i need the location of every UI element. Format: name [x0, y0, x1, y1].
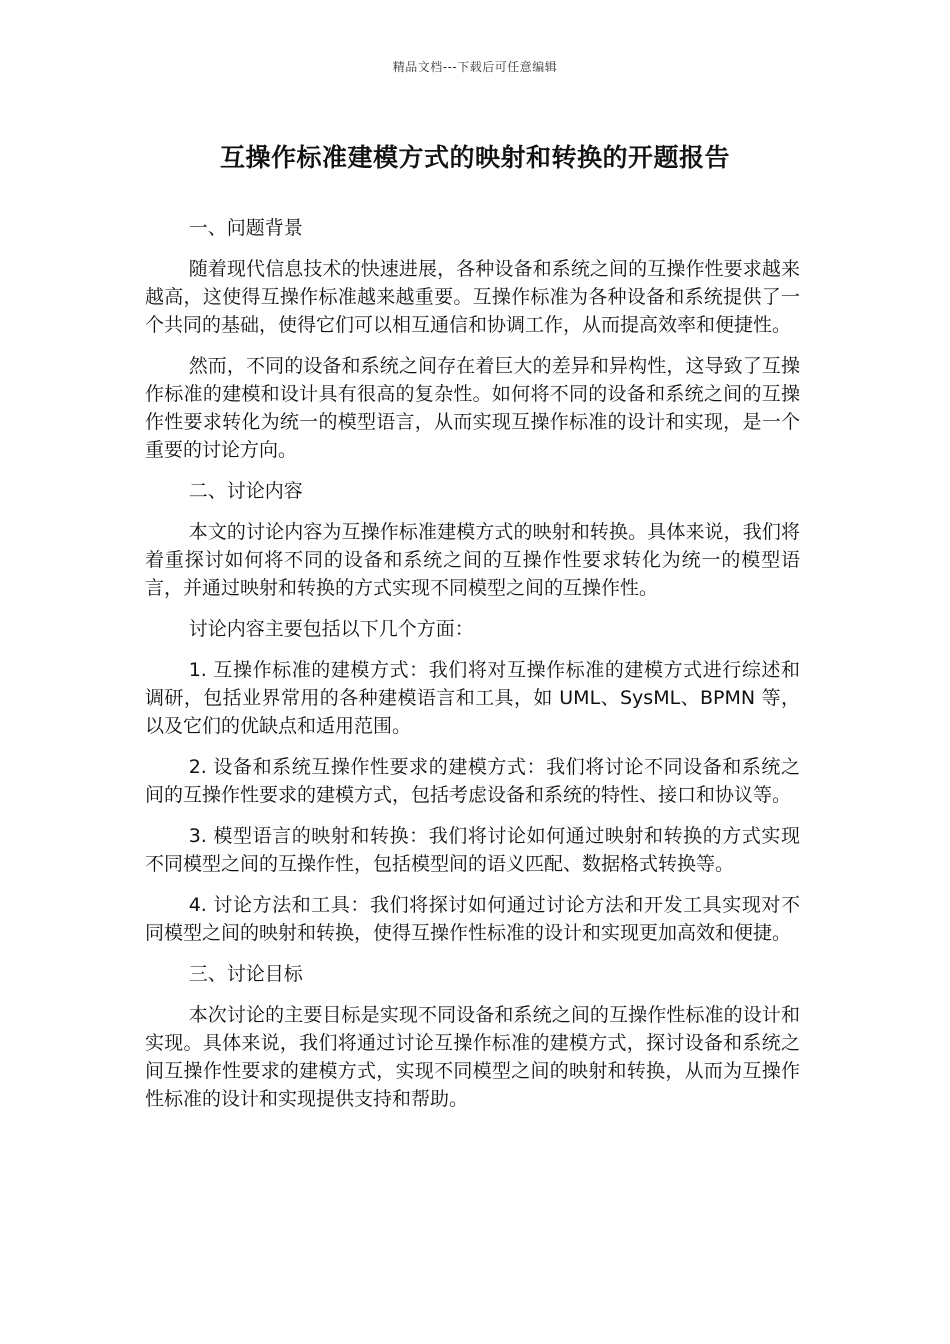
section-heading-background: 一、问题背景 — [188, 217, 303, 239]
content-intro: 讨论内容主要包括以下几个方面： — [188, 618, 474, 640]
content-paragraph-1: 本文的讨论内容为互操作标准建模方式的映射和转换。具体来说，我们将着重探讨如何将不同的设备和系统之间的互操作性要求转化为统一的模型语言，并通过映射和转换的方式实现不同模型之间的互操作性。 — [145, 521, 800, 599]
background-paragraph-1: 随着现代信息技术的快速进展，各种设备和系统之间的互操作性要求越来越高，这使得互操作标准越来越重要。互操作标准为各种设备和系统提供了一个共同的基础，使得它们可以相互通信和协调工作，从而提高效率和便捷性。 — [145, 258, 800, 336]
document-body — [145, 214, 800, 1126]
section-heading-goals: 三、讨论目标 — [188, 963, 303, 985]
content-list-item: 4. 讨论方法和工具：我们将探讨如何通过讨论方法和开发工具实现对不同模型之间的映射和转换，使得互操作性标准的设计和实现更加高效和便捷。 — [145, 894, 800, 944]
document-title: 互操作标准建模方式的映射和转换的开题报告 — [219, 143, 730, 172]
content-list-item: 1. 互操作标准的建模方式：我们将对互操作标准的建模方式进行综述和调研，包括业界常用的各种建模语言和工具，如 UML、SysML、BPMN 等，以及它们的优缺点和适用范围。 — [145, 659, 800, 737]
page-header: 精品文档---下载后可任意编辑 — [392, 60, 558, 74]
content-list-item: 3. 模型语言的映射和转换：我们将讨论如何通过映射和转换的方式实现不同模型之间的互操作性，包括模型间的语义匹配、数据格式转换等。 — [145, 825, 800, 875]
goals-paragraph-1: 本次讨论的主要目标是实现不同设备和系统之间的互操作性标准的设计和实现。具体来说，我们将通过讨论互操作标准的建模方式，探讨设备和系统之间互操作性要求的建模方式，实现不同模型之间的映射和转换，从而为互操作性标准的设计和实现提供支持和帮助。 — [145, 1004, 800, 1110]
background-paragraph-2: 然而，不同的设备和系统之间存在着巨大的差异和异构性，这导致了互操作标准的建模和设计具有很高的复杂性。如何将不同的设备和系统之间的互操作性要求转化为统一的模型语言，从而实现互操作标准的设计和实现，是一个重要的讨论方向。 — [145, 355, 800, 461]
section-heading-content: 二、讨论内容 — [188, 480, 303, 502]
content-list-item: 2. 设备和系统互操作性要求的建模方式：我们将讨论不同设备和系统之间的互操作性要求的建模方式，包括考虑设备和系统的特性、接口和协议等。 — [145, 756, 800, 806]
